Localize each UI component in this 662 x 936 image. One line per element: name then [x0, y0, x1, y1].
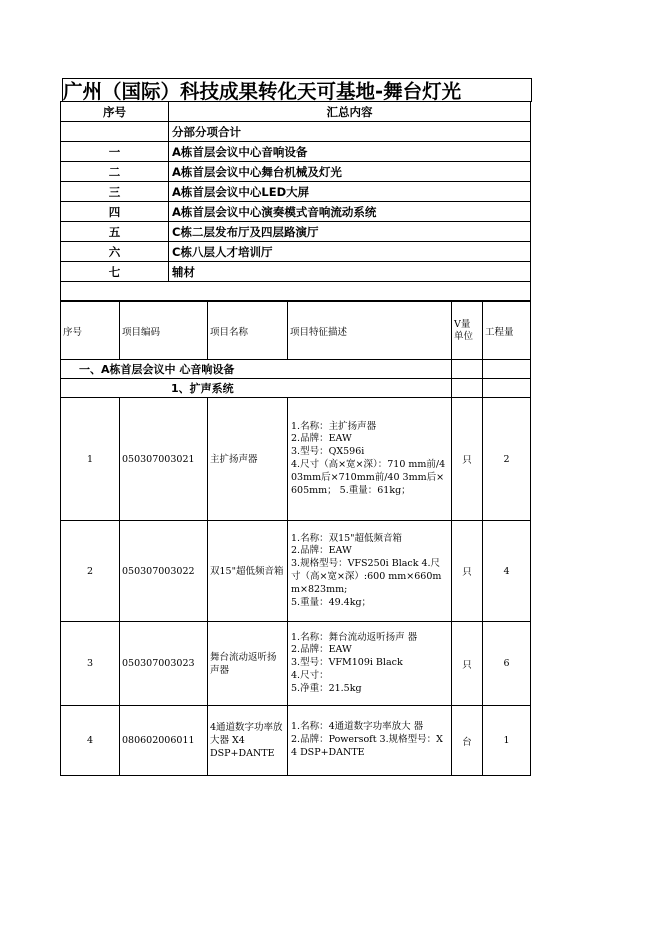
summary-row	[61, 142, 531, 162]
subsection-row	[61, 379, 531, 398]
item-desc: 1.名称：舞台流动返听扬声 器 2.品牌：EAW 3.型号：VFM109i Black 4.尺寸： 5.净重：21.5kg	[288, 622, 452, 706]
summary-row-content: C栋八层人才培训厅	[169, 242, 531, 262]
table-row	[61, 622, 531, 706]
summary-row	[61, 202, 531, 222]
item-name: 舞台流动返听扬声器	[208, 622, 288, 706]
summary-row	[61, 222, 531, 242]
table-row	[61, 521, 531, 622]
section-title: 一、A栋首层会议中 心音响设备	[61, 360, 452, 379]
item-unit: 台	[452, 706, 483, 776]
summary-row	[61, 182, 531, 202]
item-no: 2	[61, 521, 120, 622]
item-code: 080602006011	[120, 706, 208, 776]
summary-row-content: 辅材	[169, 262, 531, 282]
item-name: 主扩扬声器	[208, 398, 288, 521]
item-qty: 1	[483, 706, 531, 776]
page-title: 广州（国际）科技成果转化天可基地-舞台灯光	[62, 78, 532, 102]
summary-row-no: 三	[61, 182, 169, 202]
summary-row-content: C栋二层发布厅及四层路演厅	[169, 222, 531, 242]
item-unit: 只	[452, 398, 483, 521]
summary-row-no: 七	[61, 262, 169, 282]
section-empty	[452, 360, 483, 379]
summary-blank-row	[61, 282, 531, 301]
section-row	[61, 360, 531, 379]
subsection-title: 1、扩声系统	[61, 379, 452, 398]
summary-row-content: A栋首层会议中心舞台机械及灯光	[169, 162, 531, 182]
summary-row-no: 四	[61, 202, 169, 222]
detail-header-qty: 工程量	[483, 302, 531, 360]
summary-row-content: A栋首层会议中心LED大屏	[169, 182, 531, 202]
item-code: 050307003023	[120, 622, 208, 706]
summary-row	[61, 162, 531, 182]
detail-header-row	[61, 302, 531, 360]
summary-row-content: A栋首层会议中心音响设备	[169, 142, 531, 162]
summary-row	[61, 262, 531, 282]
summary-header-no: 序号	[61, 102, 169, 122]
table-row	[61, 398, 531, 521]
summary-row	[61, 122, 531, 142]
summary-row-no: 五	[61, 222, 169, 242]
summary-row-no: 一	[61, 142, 169, 162]
item-no: 3	[61, 622, 120, 706]
summary-row-content: A栋首层会议中心演奏模式音响流动系统	[169, 202, 531, 222]
summary-row-no: 二	[61, 162, 169, 182]
section-empty	[483, 360, 531, 379]
item-no: 1	[61, 398, 120, 521]
summary-header-content: 汇总内容	[169, 102, 531, 122]
summary-row-no: 六	[61, 242, 169, 262]
item-code: 050307003021	[120, 398, 208, 521]
item-no: 4	[61, 706, 120, 776]
item-desc: 1.名称：主扩扬声器 2.品牌：EAW 3.型号：QX596i 4.尺寸（高×宽×深）：710 mm前/403mm后×710mm前/40 3mm后×605mm； 5.重量：61kg；	[288, 398, 452, 521]
detail-header-desc: 项目特征描述	[288, 302, 452, 360]
summary-row-content: 分部分项合计	[169, 122, 531, 142]
item-unit: 只	[452, 622, 483, 706]
item-name: 双15"超低频音箱	[208, 521, 288, 622]
detail-header-code: 项目编码	[120, 302, 208, 360]
item-name: 4通道数字功率放大器 X4 DSP+DANTE	[208, 706, 288, 776]
summary-table	[60, 101, 531, 301]
detail-header-name: 项目名称	[208, 302, 288, 360]
item-qty: 4	[483, 521, 531, 622]
summary-row	[61, 242, 531, 262]
detail-table	[60, 301, 531, 776]
item-desc: 1.名称：4通道数字功率放大 器 2.品牌：Powersoft 3.规格型号：X4 DSP+DANTE	[288, 706, 452, 776]
table-row	[61, 706, 531, 776]
item-unit: 只	[452, 521, 483, 622]
item-code: 050307003022	[120, 521, 208, 622]
item-qty: 6	[483, 622, 531, 706]
item-qty: 2	[483, 398, 531, 521]
detail-header-unit: V量 单位	[452, 302, 483, 360]
detail-header-no: 序号	[61, 302, 120, 360]
summary-header-row	[61, 102, 531, 122]
summary-blank-cell	[61, 282, 531, 301]
subsection-empty	[452, 379, 483, 398]
subsection-empty	[483, 379, 531, 398]
item-desc: 1.名称：双15"超低频音箱 2.品牌：EAW 3.规格型号：VFS250i Black 4.尺寸（高×宽×深）:600 mm×660mm×823mm; 5.重量：49.4kg；	[288, 521, 452, 622]
summary-row-no	[61, 122, 169, 142]
